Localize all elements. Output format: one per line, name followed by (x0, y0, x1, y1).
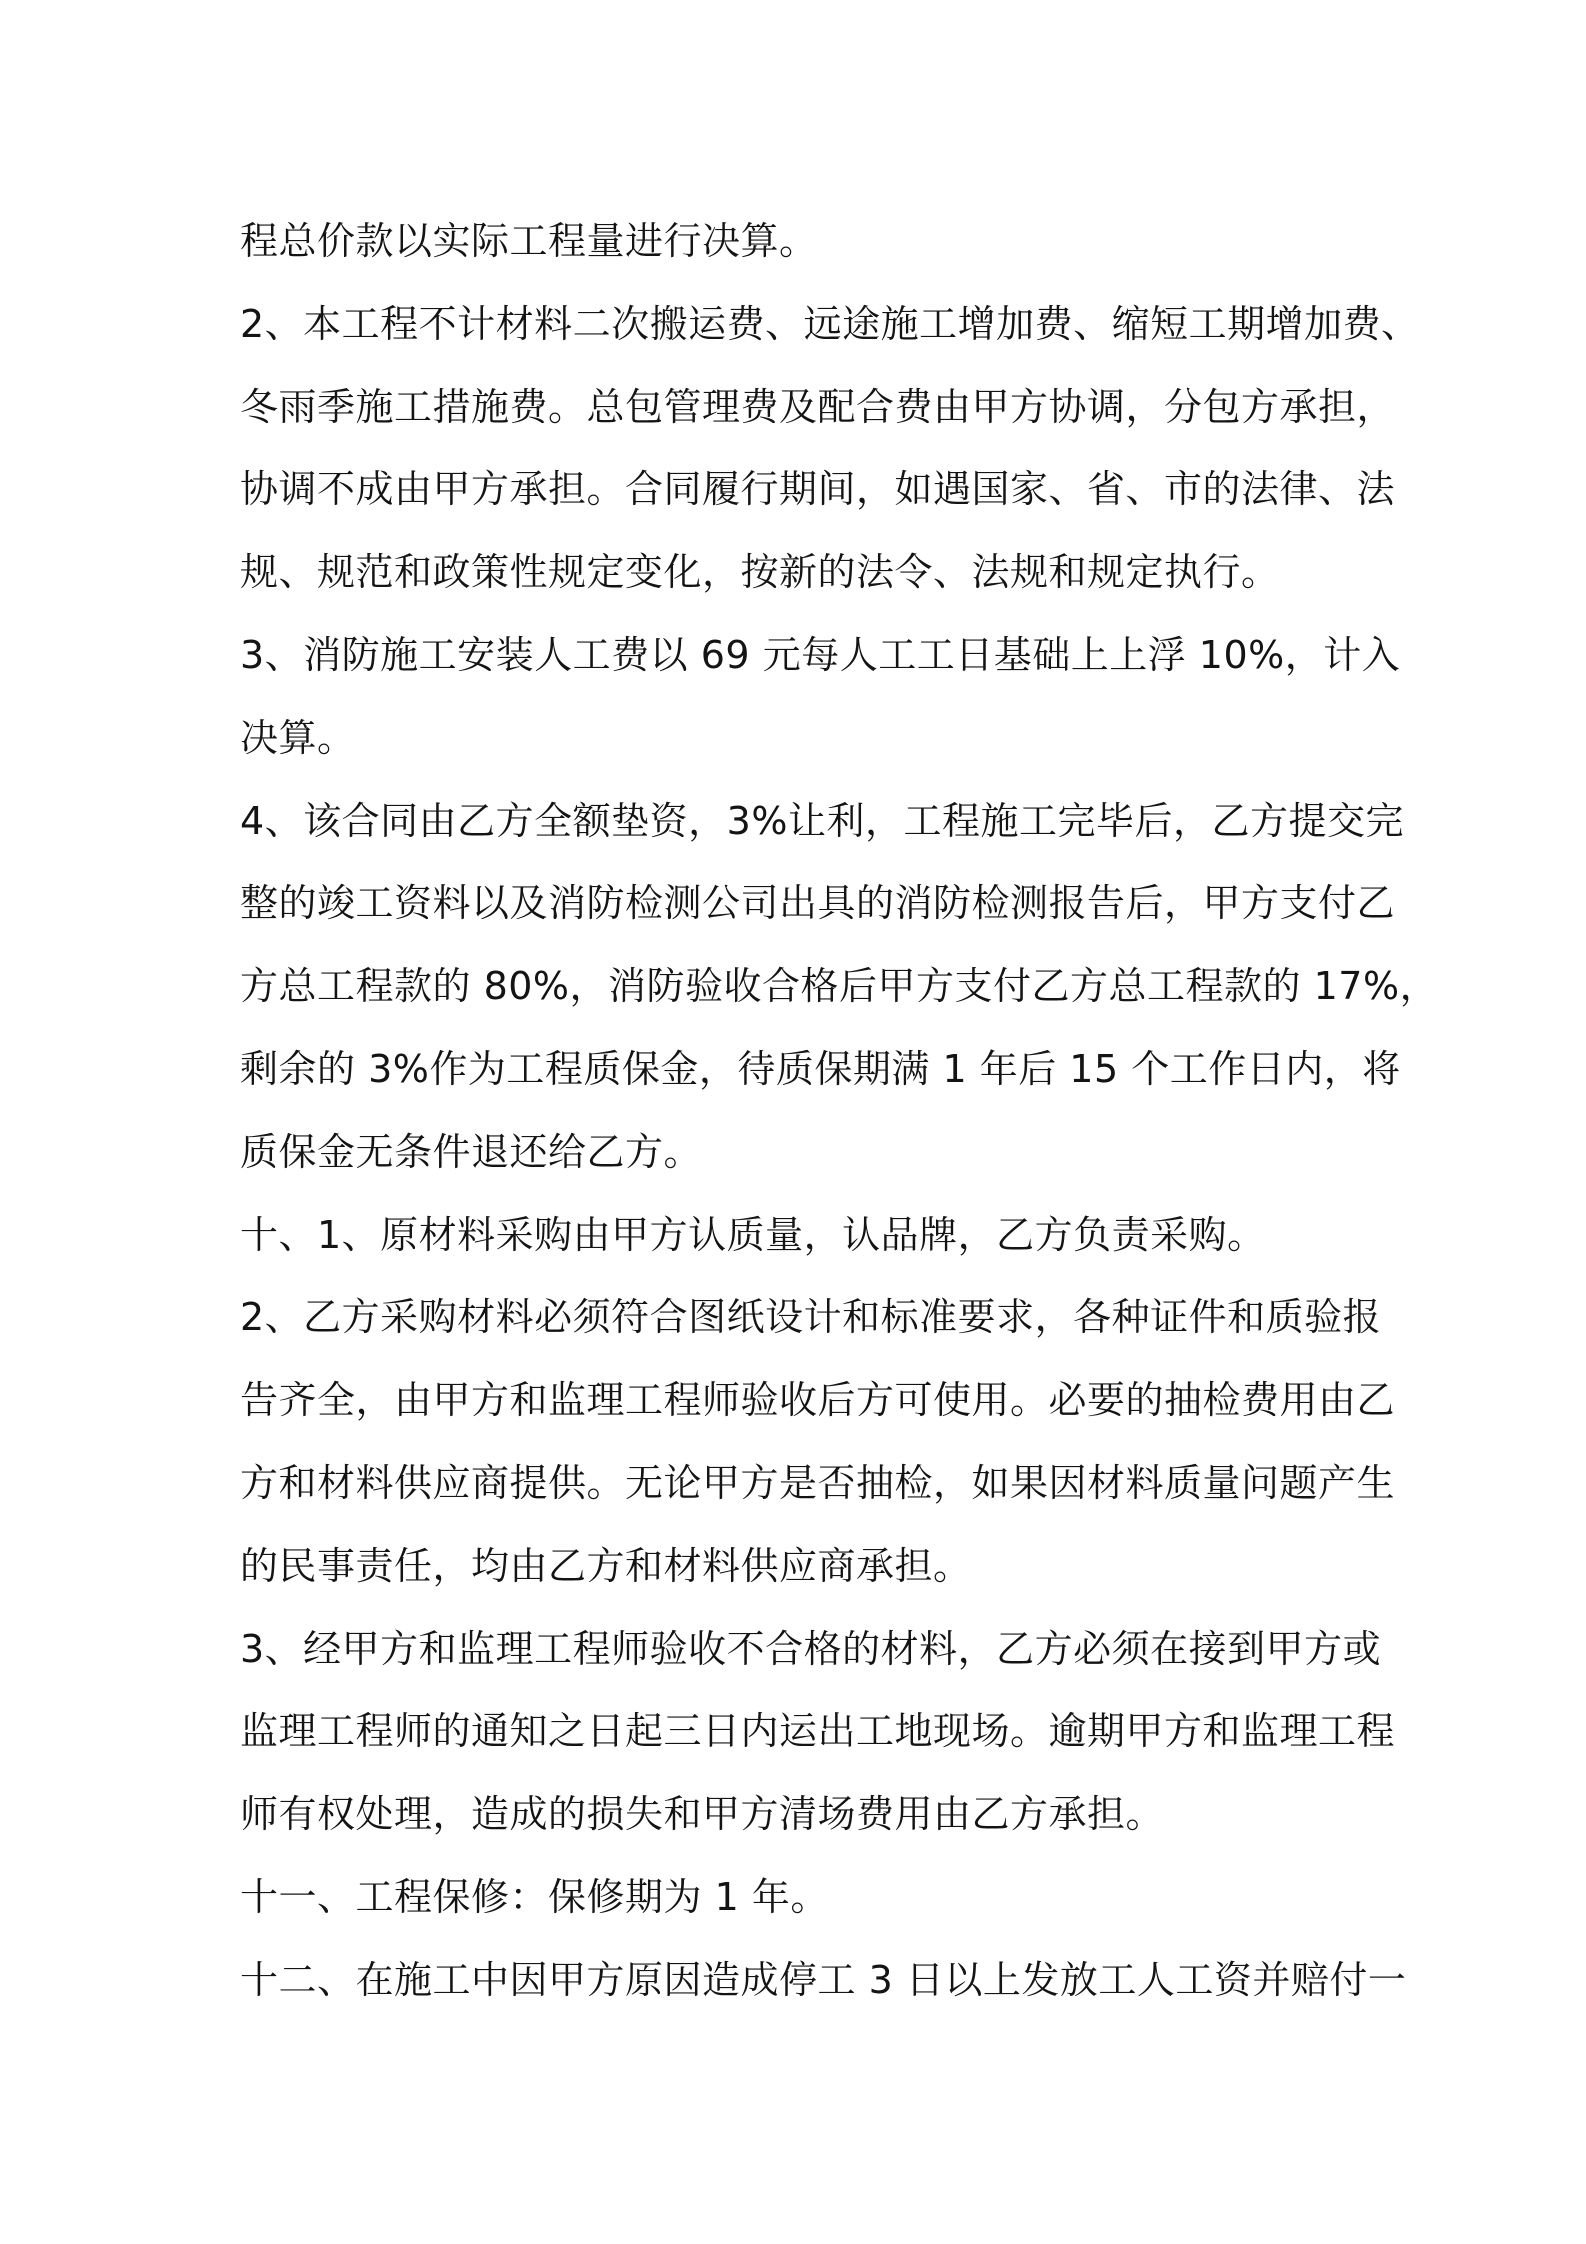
text-line: 的民事责任，均由乙方和材料供应商承担。 (240, 1543, 972, 1588)
text-line: 监理工程师的通知之日起三日内运出工地现场。逾期甲方和监理工程 (240, 1709, 1396, 1754)
text-line: 剩余的 3%作为工程质保金，待质保期满 1 年后 15 个工作日内，将 (240, 1046, 1401, 1091)
text-line: 程总价款以实际工程量进行决算。 (240, 219, 818, 263)
text-line: 十、1、原材料采购由甲方认质量，认品牌，乙方负责采购。 (240, 1212, 1266, 1257)
text-line: 十一、工程保修：保修期为 1 年。 (240, 1874, 829, 1919)
text-line: 师有权处理，造成的损失和甲方清场费用由乙方承担。 (240, 1792, 1165, 1837)
text-line: 冬雨季施工措施费。总包管理费及配合费由甲方协调，分包方承担， (240, 384, 1396, 429)
text-line: 十二、在施工中因甲方原因造成停工 3 日以上发放工人工资并赔付一 (240, 1957, 1407, 2002)
text-line: 协调不成由甲方承担。合同履行期间，如遇国家、省、市的法律、法 (240, 467, 1396, 512)
text-line: 4、该合同由乙方全额垫资，3%让利，工程施工完毕后，乙方提交完 (240, 798, 1404, 843)
text-line: 3、消防施工安装人工费以 69 元每人工工日基础上上浮 10%，计入 (240, 632, 1401, 677)
text-line: 决算。 (240, 715, 356, 760)
text-line: 方总工程款的 80%，消防验收合格后甲方支付乙方总工程款的 17%， (240, 964, 1439, 1009)
contract-text-body (240, 200, 1439, 2022)
text-line: 3、经甲方和监理工程师验收不合格的材料，乙方必须在接到甲方或 (240, 1626, 1382, 1671)
text-line: 告齐全，由甲方和监理工程师验收后方可使用。必要的抽检费用由乙 (240, 1378, 1396, 1423)
text-line: 整的竣工资料以及消防检测公司出具的消防检测报告后，甲方支付乙 (240, 881, 1396, 926)
text-line: 规、规范和政策性规定变化，按新的法令、法规和规定执行。 (240, 550, 1280, 595)
text-line: 2、本工程不计材料二次搬运费、远途施工增加费、缩短工期增加费、 (240, 301, 1420, 346)
text-line: 2、乙方采购材料必须符合图纸设计和标准要求，各种证件和质验报 (240, 1295, 1382, 1340)
text-line: 质保金无条件退还给乙方。 (240, 1129, 703, 1174)
text-line: 方和材料供应商提供。无论甲方是否抽检，如果因材料质量问题产生 (240, 1460, 1396, 1505)
